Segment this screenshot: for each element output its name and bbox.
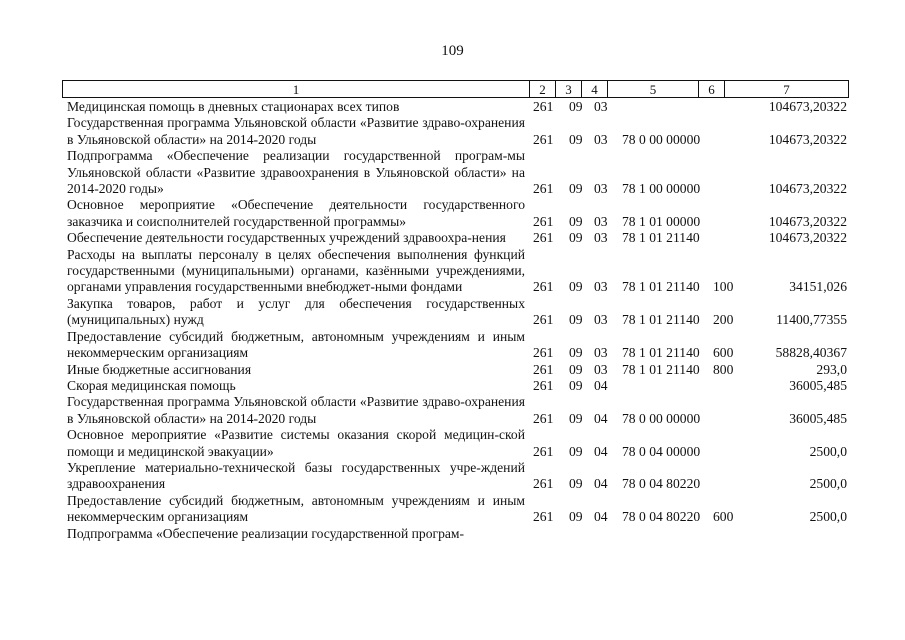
column-header-4: 4 xyxy=(582,81,608,98)
row-cell-c7: 104673,20322 xyxy=(768,181,847,197)
row-cell-c2: 261 xyxy=(533,181,554,197)
column-header-7: 7 xyxy=(725,81,849,98)
row-cell-c5: 78 0 04 80220 xyxy=(622,476,701,492)
row-cell-c5: 78 1 01 21140 xyxy=(622,345,700,361)
row-description: Иные бюджетные ассигнования xyxy=(67,361,252,377)
row-cell-c2: 261 xyxy=(533,99,554,114)
table-row xyxy=(0,362,905,378)
table-row xyxy=(0,378,905,394)
row-cell-c3: 09 xyxy=(569,312,583,328)
row-cell-c4: 04 xyxy=(594,410,608,426)
row-cell-c3: 09 xyxy=(569,476,583,492)
row-cell-c6: 800 xyxy=(713,361,734,377)
row-cell-c5: 78 1 01 21140 xyxy=(622,312,700,328)
row-cell-c2: 261 xyxy=(533,476,554,492)
table-row xyxy=(0,197,905,230)
row-cell-c6: 200 xyxy=(713,312,734,328)
row-cell-c2: 261 xyxy=(533,345,554,361)
row-cell-c3: 09 xyxy=(569,509,583,525)
row-description: Основное мероприятие «Развитие системы оказания скорой медицин-ской помощи и медицинской эвакуации» xyxy=(67,427,525,459)
table-row xyxy=(0,230,905,246)
table-row xyxy=(0,394,905,427)
row-cell-c5: 78 0 04 00000 xyxy=(622,443,701,459)
column-header-2: 2 xyxy=(530,81,556,98)
row-cell-c7: 104673,20322 xyxy=(768,99,847,114)
table-row xyxy=(0,296,905,329)
column-header-6: 6 xyxy=(699,81,725,98)
page-number: 109 xyxy=(441,43,464,59)
row-description: Обеспечение деятельности государственных учреждений здравоохра-нения xyxy=(67,230,506,246)
table-row xyxy=(0,526,905,542)
row-description: Укрепление материально-технической базы государственных учре-ждений здравоохранения xyxy=(67,459,525,492)
row-cell-c6: 600 xyxy=(713,345,734,361)
row-cell-c3: 09 xyxy=(569,361,583,377)
row-cell-c4: 03 xyxy=(594,131,608,147)
row-cell-c2: 261 xyxy=(533,377,554,393)
column-header-3: 3 xyxy=(556,81,582,98)
row-description: Подпрограмма «Обеспечение реализации государственной програм-мы Ульяновской области «Развитие здравоохранения в Ульяновской области» на 2014-2020 годы» xyxy=(67,148,525,197)
row-cell-c5: 78 1 00 00000 xyxy=(622,181,701,197)
row-cell-c7: 36005,485 xyxy=(789,410,847,426)
row-description: Закупка товаров, работ и услуг для обеспечения государственных (муниципальных) нужд xyxy=(67,295,525,328)
row-description: Предоставление субсидий бюджетным, автономным учреждениям и иным некоммерческим организациям xyxy=(67,492,525,525)
row-cell-c2: 261 xyxy=(533,279,554,295)
row-cell-c2: 261 xyxy=(533,213,554,229)
row-cell-c2: 261 xyxy=(533,410,554,426)
row-cell-c5: 78 0 04 80220 xyxy=(622,509,701,525)
table-row xyxy=(0,329,905,362)
row-cell-c3: 09 xyxy=(569,181,583,197)
row-cell-c3: 09 xyxy=(569,443,583,459)
row-cell-c4: 04 xyxy=(594,476,608,492)
row-cell-c7: 2500,0 xyxy=(809,443,847,459)
row-cell-c7: 11400,77355 xyxy=(776,312,847,328)
row-cell-c4: 04 xyxy=(594,443,608,459)
row-description: Медицинская помощь в дневных стационарах всех типов xyxy=(67,99,400,114)
table-row xyxy=(0,115,905,148)
row-cell-c4: 03 xyxy=(594,99,608,114)
row-cell-c5: 78 0 00 00000 xyxy=(622,131,701,147)
row-cell-c4: 03 xyxy=(594,361,608,377)
row-description: Предоставление субсидий бюджетным, автономным учреждениям и иным некоммерческим организациям xyxy=(67,328,525,361)
row-cell-c3: 09 xyxy=(569,377,583,393)
row-description: Подпрограмма «Обеспечение реализации государственной програм- xyxy=(67,525,465,541)
row-cell-c6: 100 xyxy=(713,279,734,295)
column-header-row xyxy=(63,81,849,98)
row-cell-c7: 36005,485 xyxy=(789,377,847,393)
row-description: Основное мероприятие «Обеспечение деятельности государственного заказчика и соисполнителей государственной программы» xyxy=(67,197,525,229)
row-cell-c7: 293,0 xyxy=(816,361,847,377)
row-cell-c2: 261 xyxy=(533,131,554,147)
column-header-1: 1 xyxy=(63,81,530,98)
row-cell-c7: 104673,20322 xyxy=(768,230,847,246)
budget-rows xyxy=(0,99,905,542)
row-cell-c4: 03 xyxy=(594,312,608,328)
row-cell-c3: 09 xyxy=(569,279,583,295)
row-cell-c4: 04 xyxy=(594,509,608,525)
row-cell-c4: 03 xyxy=(594,230,608,246)
row-description: Расходы на выплаты персоналу в целях обеспечения выполнения функций государственными (муниципальными) органами, казёнными учреждениями, органами управления государственными внебюджет-ными фондами xyxy=(67,246,525,295)
row-cell-c7: 2500,0 xyxy=(809,509,847,525)
row-cell-c5: 78 1 01 00000 xyxy=(622,213,701,229)
column-header-5: 5 xyxy=(608,81,699,98)
row-cell-c5: 78 0 00 00000 xyxy=(622,410,701,426)
row-cell-c4: 03 xyxy=(594,213,608,229)
table-row xyxy=(0,99,905,115)
table-row xyxy=(0,460,905,493)
row-cell-c6: 600 xyxy=(713,509,734,525)
row-cell-c2: 261 xyxy=(533,443,554,459)
table-row xyxy=(0,493,905,526)
row-cell-c7: 34151,026 xyxy=(789,279,847,295)
row-cell-c3: 09 xyxy=(569,213,583,229)
row-cell-c3: 09 xyxy=(569,99,583,114)
row-cell-c3: 09 xyxy=(569,410,583,426)
table-row xyxy=(0,247,905,296)
row-description: Государственная программа Ульяновской области «Развитие здраво-охранения в Ульяновской области» на 2014-2020 годы xyxy=(67,115,525,147)
row-cell-c7: 104673,20322 xyxy=(768,131,847,147)
table-row xyxy=(0,427,905,460)
row-cell-c2: 261 xyxy=(533,509,554,525)
row-cell-c3: 09 xyxy=(569,131,583,147)
row-cell-c7: 2500,0 xyxy=(809,476,847,492)
row-description: Государственная программа Ульяновской области «Развитие здраво-охранения в Ульяновской области» на 2014-2020 годы xyxy=(67,394,525,426)
row-cell-c4: 03 xyxy=(594,345,608,361)
row-cell-c5: 78 1 01 21140 xyxy=(622,279,700,295)
row-cell-c4: 03 xyxy=(594,279,608,295)
row-cell-c4: 04 xyxy=(594,377,608,393)
row-cell-c2: 261 xyxy=(533,230,554,246)
row-cell-c3: 09 xyxy=(569,230,583,246)
row-cell-c2: 261 xyxy=(533,361,554,377)
row-cell-c5: 78 1 01 21140 xyxy=(622,230,700,246)
row-cell-c4: 03 xyxy=(594,181,608,197)
row-cell-c3: 09 xyxy=(569,345,583,361)
column-header-table xyxy=(62,80,849,98)
row-cell-c2: 261 xyxy=(533,312,554,328)
row-cell-c7: 58828,40367 xyxy=(775,345,847,361)
row-cell-c7: 104673,20322 xyxy=(768,213,847,229)
table-row xyxy=(0,148,905,197)
row-description: Скорая медицинская помощь xyxy=(67,377,236,393)
row-cell-c5: 78 1 01 21140 xyxy=(622,361,700,377)
